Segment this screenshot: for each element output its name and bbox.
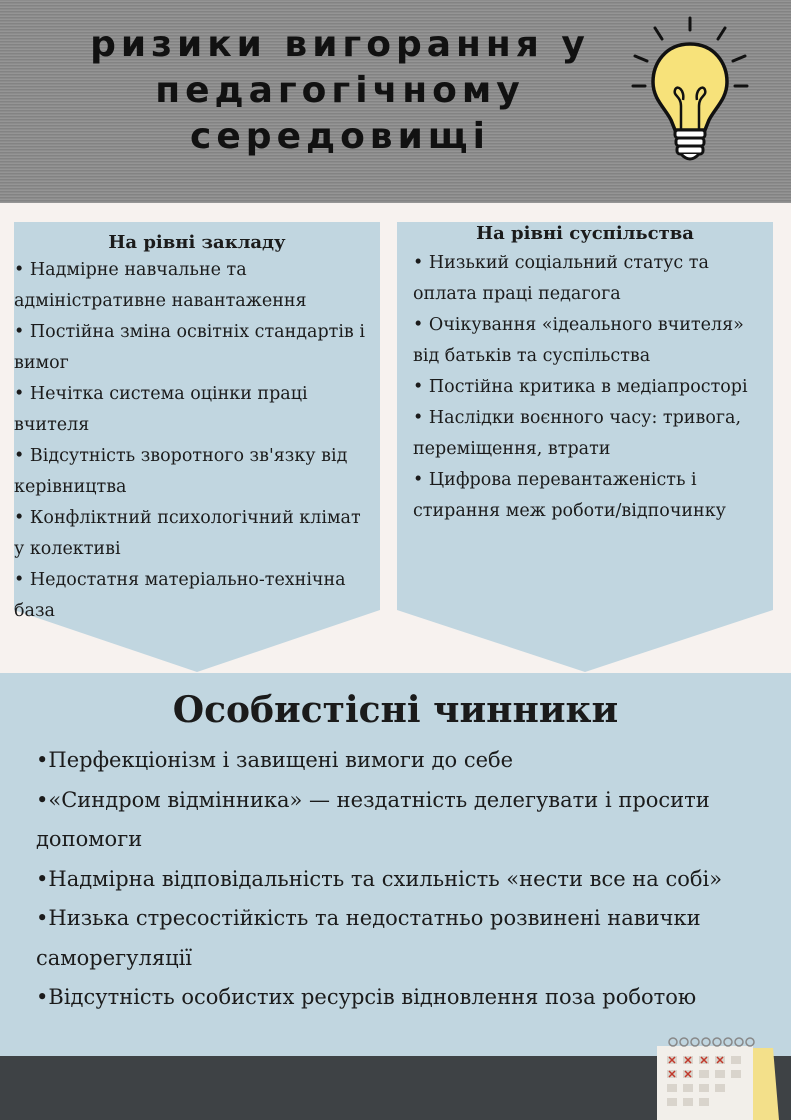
calendar-icon [653, 1030, 779, 1120]
list-item: • Наслідки воєнного часу: тривога, переміщення, втрати [413, 403, 773, 465]
list-item: • Постійна зміна освітніх стандартів і вимог [14, 317, 380, 379]
header-banner [0, 0, 791, 203]
list-item: • Очікування «ідеального вчителя» від батьків та суспільства [413, 310, 773, 372]
list-item: • Перфекціонізм і завищені вимоги до себе [36, 741, 766, 781]
title-line: педагогічному [155, 70, 525, 111]
list-item: • Постійна критика в медіапросторі [413, 372, 773, 403]
list-item: • Низький соціальний статус та оплата праці педагога [413, 248, 773, 310]
list-item: • Надмірне навчальне та адміністративне навантаження [14, 255, 380, 317]
society-title: На рівні суспільства [476, 223, 694, 244]
list-item: • Надмірна відповідальність та схильність «нести все на собі» [36, 860, 766, 900]
personal-section [0, 673, 791, 1056]
society-panel [397, 222, 773, 672]
personal-list [36, 741, 766, 1018]
title-line: ризики вигорання у [90, 24, 590, 65]
list-item: • Конфліктний психологічний клімат у колективі [14, 503, 380, 565]
list-item: • Відсутність особистих ресурсів відновлення поза роботою [36, 978, 766, 1018]
institution-title: На рівні закладу [108, 232, 286, 253]
society-list [397, 246, 773, 527]
institution-panel [14, 222, 380, 672]
list-item: • Низька стресостійкість та недостатньо розвинені навички саморегуляції [36, 899, 766, 978]
list-item: • «Синдром відмінника» — нездатність делегувати і просити допомоги [36, 781, 766, 860]
institution-list [14, 255, 380, 627]
personal-title: Особистісні чинники [172, 689, 619, 731]
title-line: середовищі [190, 116, 490, 157]
list-item: • Цифрова перевантаженість і стирання меж роботи/відпочинку [413, 465, 773, 527]
list-item: • Нечітка система оцінки праці вчителя [14, 379, 380, 441]
page-title [20, 22, 660, 160]
list-item: • Відсутність зворотного зв'язку від керівництва [14, 441, 380, 503]
lightbulb-icon [625, 14, 755, 174]
list-item: • Недостатня матеріально-технічна база [14, 565, 380, 627]
